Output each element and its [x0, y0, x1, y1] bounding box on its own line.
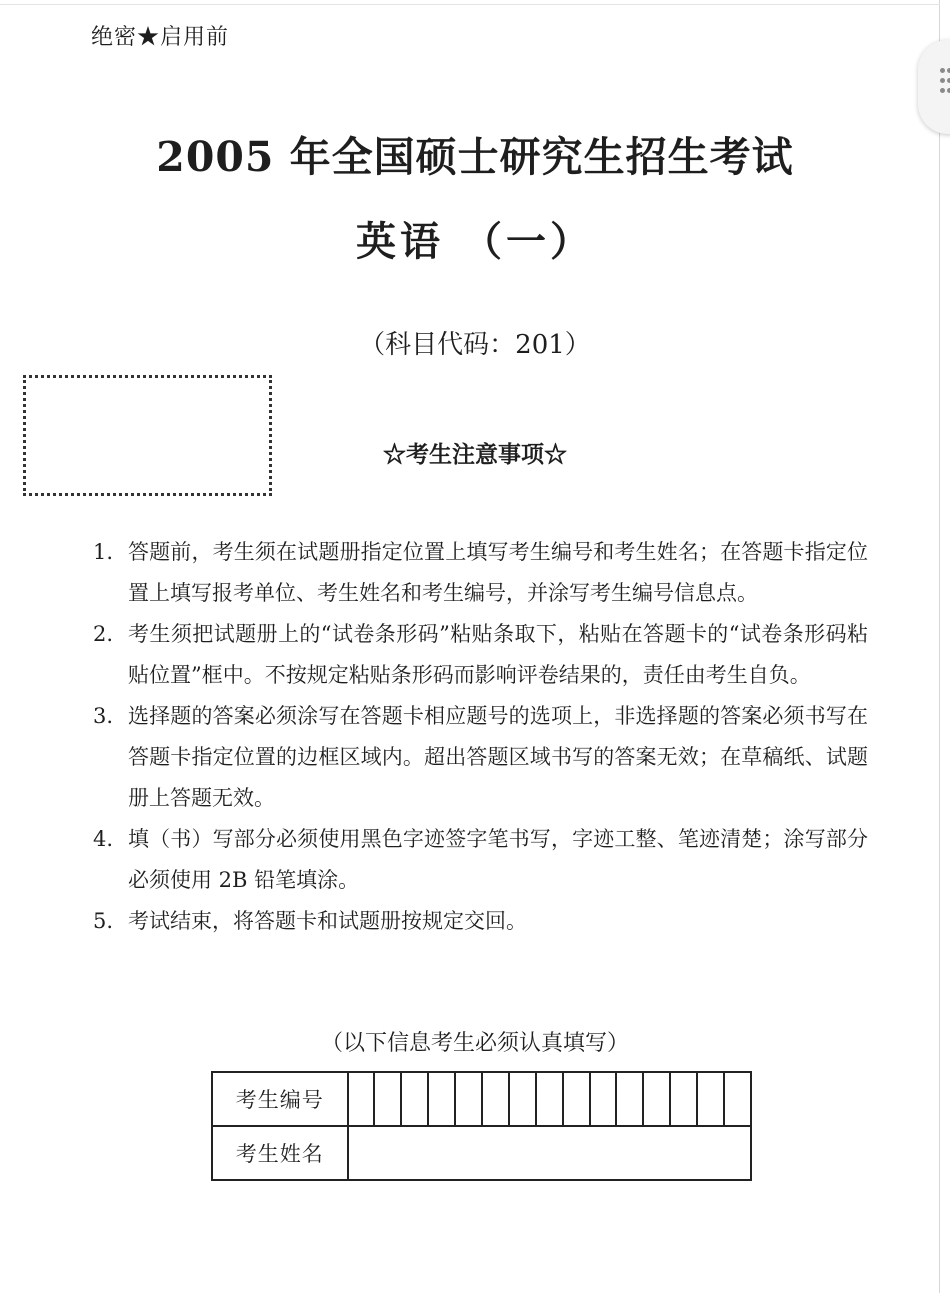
notice-item-text: 填（书）写部分必须使用黑色字迹签字笔书写，字迹工整、笔迹清楚；涂写部分必须使用 2B 铅笔填涂。	[128, 827, 868, 892]
notice-item-text: 考试结束，将答题卡和试题册按规定交回。	[128, 909, 527, 933]
subject-code: （科目代码：201）	[359, 330, 591, 360]
notice-item	[93, 901, 868, 942]
notice-item	[93, 614, 868, 696]
candidate-number-digit-box[interactable]	[724, 1072, 751, 1126]
candidate-number-digit-box[interactable]	[509, 1072, 536, 1126]
page-top-edge	[0, 4, 940, 5]
notice-item	[93, 532, 868, 614]
candidate-number-digit-box[interactable]	[428, 1072, 455, 1126]
candidate-name-label: 考生姓名	[212, 1126, 348, 1180]
notice-item	[93, 696, 868, 819]
notice-item-text: 答题前，考生须在试题册指定位置上填写考生编号和考生姓名；在答题卡指定位置上填写报考单位、考生姓名和考生编号，并涂写考生编号信息点。	[128, 540, 868, 605]
candidate-number-digit-box[interactable]	[401, 1072, 428, 1126]
candidate-number-digit-box[interactable]	[348, 1072, 375, 1126]
candidate-number-digit-box[interactable]	[616, 1072, 643, 1126]
candidate-number-digit-box[interactable]	[697, 1072, 724, 1126]
info-form-caption: （以下信息考生必须认真填写）	[320, 1031, 629, 1056]
notice-item-number: 4.	[93, 827, 114, 851]
candidate-number-digit-box[interactable]	[670, 1072, 697, 1126]
notice-item-number: 1.	[93, 540, 114, 564]
notice-heading: ☆考生注意事项☆	[383, 441, 567, 468]
scroll-handle[interactable]	[918, 40, 950, 134]
notice-item	[93, 819, 868, 901]
notice-item-text: 选择题的答案必须涂写在答题卡相应题号的选项上，非选择题的答案必须书写在答题卡指定位置的边框区域内。超出答题区域书写的答案无效；在草稿纸、试题册上答题无效。	[128, 704, 868, 810]
candidate-name-row	[212, 1126, 751, 1180]
exam-subject: 英语 （一）	[356, 218, 594, 265]
candidate-number-digit-box[interactable]	[374, 1072, 401, 1126]
candidate-number-digit-box[interactable]	[482, 1072, 509, 1126]
candidate-number-digit-box[interactable]	[590, 1072, 617, 1126]
candidate-name-field[interactable]	[348, 1126, 751, 1180]
candidate-number-digit-box[interactable]	[455, 1072, 482, 1126]
classification-label: 绝密★启用前	[91, 25, 230, 50]
notice-item-number: 5.	[93, 909, 114, 933]
notice-item-text: 考生须把试题册上的“试卷条形码”粘贴条取下，粘贴在答题卡的“试卷条形码粘贴位置”框中。不按规定粘贴条形码而影响评卷结果的，责任由考生自负。	[128, 622, 868, 687]
notice-item-number: 3.	[93, 704, 114, 728]
candidate-info-table	[211, 1071, 752, 1181]
notice-list	[93, 532, 868, 942]
candidate-number-digit-box[interactable]	[536, 1072, 563, 1126]
candidate-number-digit-box[interactable]	[563, 1072, 590, 1126]
candidate-number-label: 考生编号	[212, 1072, 348, 1126]
candidate-number-row	[212, 1072, 751, 1126]
notice-item-number: 2.	[93, 622, 114, 646]
exam-title: 2005 年全国硕士研究生招生考试	[156, 133, 794, 181]
drag-grip-icon	[940, 68, 950, 108]
candidate-number-digit-box[interactable]	[643, 1072, 670, 1126]
